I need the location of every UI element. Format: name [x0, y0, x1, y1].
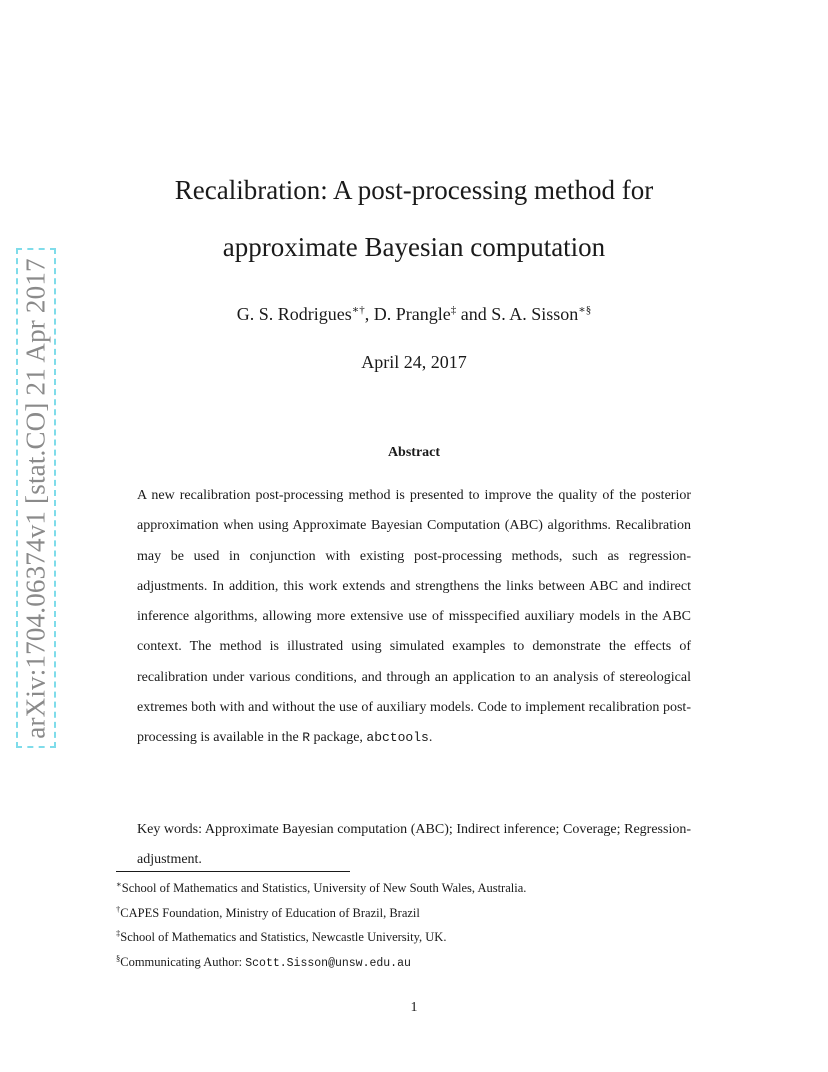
package-name-code: abctools: [366, 730, 429, 746]
footnote-mark: ∗: [116, 879, 122, 889]
footnote-divider: [116, 871, 350, 872]
abstract-text: A new recalibration post-processing method is presented to improve the quality of the posterior approximation when using Approximate Bayesian Computation (ABC) algorithms. Recalibration may be used in conjunction with existing post-processing methods, such as regression-adjustments. In addition, this work extends and strengthens the links between ABC and indirect inference algorithms, allowing more extensive use of misspecified auxiliary models in the ABC context. The method is illustrated using simulated examples to demonstrate the effects of recalibration under various conditions, and through an application to an analysis of stereological extremes both with and without the use of auxiliary models. Code to implement recalibration post-processing is available in the: [137, 488, 691, 746]
author-affiliation-marks: ‡: [450, 304, 457, 316]
footnote-item: [116, 923, 716, 948]
abstract-heading: Abstract: [387, 445, 441, 460]
abstract-text-end: .: [428, 730, 433, 746]
author-name: G. S. Rodrigues: [236, 304, 352, 324]
keywords: Key words: Approximate Bayesian computation (ABC); Indirect inference; Coverage; Regression-adjustment.: [137, 822, 691, 867]
paper-title-line-2: approximate Bayesian computation: [222, 232, 606, 262]
author-affiliation-marks: ∗†: [351, 304, 365, 316]
footnote-mark: §: [116, 952, 121, 963]
footnote-text: CAPES Foundation, Ministry of Education of Brazil, Brazil: [120, 905, 420, 920]
footnote-item: [116, 874, 716, 899]
footnote-mark: ‡: [116, 928, 121, 939]
publication-date: April 24, 2017: [361, 352, 467, 372]
abstract-text-continued: package,: [310, 730, 367, 746]
author-separator: ,: [364, 304, 374, 324]
footnote-text: School of Mathematics and Statistics, Newcastle University, UK.: [120, 930, 447, 945]
author-list: [0, 303, 828, 325]
footnote-text: School of Mathematics and Statistics, University of New South Wales, Australia.: [121, 881, 527, 896]
footnote-item: [116, 899, 716, 924]
footnote-list: [116, 874, 716, 975]
footnote-mark: †: [116, 903, 121, 914]
footnote-text: Communicating Author:: [120, 955, 246, 970]
author-affiliation-marks: ∗§: [578, 304, 592, 316]
author-email: Scott.Sisson@unsw.edu.au: [245, 957, 411, 971]
abstract-body: [137, 481, 691, 754]
author-separator: and: [456, 304, 492, 324]
page-number: 1: [410, 1000, 418, 1015]
r-language-code: R: [302, 730, 311, 746]
footnote-item: [116, 948, 716, 975]
author-name: S. A. Sisson: [491, 304, 579, 324]
arxiv-identifier-text: arXiv:1704.06374v1 [stat.CO] 21 Apr 2017: [20, 257, 51, 739]
paper-title-line-1: Recalibration: A post-processing method for: [174, 175, 654, 205]
author-name: D. Prangle: [373, 304, 451, 324]
